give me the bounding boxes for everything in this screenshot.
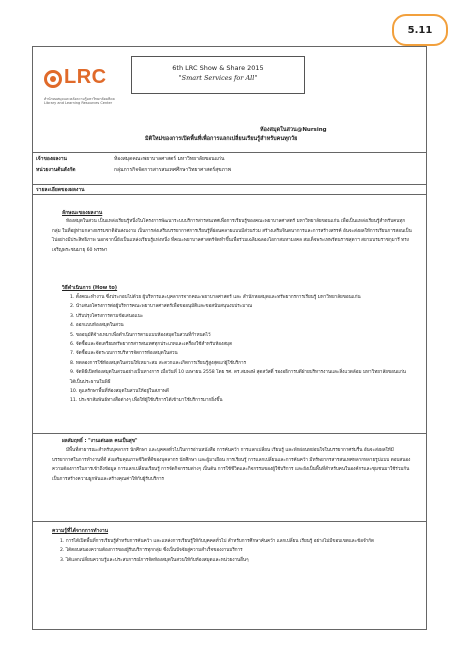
knowledge-list: [60, 537, 400, 565]
knowledge-item: 3. ได้แลกเปลี่ยนความรู้และประสบการณ์การจัดห้องสมุดในสวนให้กับห้องสมุดและหน่วยงานอื่นๆ: [60, 557, 249, 563]
event-title: 6th LRC Show & Share 2015: [172, 64, 264, 72]
method-step: 11. ประชาสัมพันธ์ทางสื่อต่างๆ เพื่อให้ผู้ใช้บริการได้เข้ามาใช้บริการมากยิ่งขึ้น: [70, 398, 223, 404]
info-label: หน่วยงานต้นสังกัด: [36, 166, 76, 173]
info-row-department: [32, 164, 427, 175]
info-row-owner: [32, 153, 427, 164]
method-step: 9. จัดพิธีเปิดห้องสมุดในสวนอย่างเป็นทางการ เมื่อวันที่ 10 เมษายน 2558 โดย รศ. ดร.สมพงษ์ สุดสวัสดิ์ รองอธิการบดีฝ่ายบริหารงานและสิ่งแวดล้อม มหาวิทยาลัยขอนแก่น ได้เป็นประธานในพิธี: [70, 370, 406, 385]
event-slogan: "Smart Services for All": [178, 74, 258, 82]
knowledge-item: 2. ได้ตอบสนองความต้องการของผู้รับบริการทุกกลุ่ม ซึ่งเป็นปัจจัยสู่ความสำเร็จของงานบริการ: [60, 548, 243, 554]
knowledge-item: 1. การได้เปิดพื้นที่การเรียนรู้สำหรับการค้นคว้า และแหล่งการเรียนรู้ให้กับบุคคลทั่วไป สำหรับการศึกษาค้นคว้า แลกเปลี่ยน เรียนรู้ อย่างไม่มีขอบเขตและข้อจำกัด: [60, 539, 375, 544]
detail-heading: รายละเอียดของผลงาน: [32, 184, 427, 195]
lrc-logo-icon: [44, 70, 62, 88]
method-step: 7. จัดซื้อและจัดระบบการบริหารจัดการห้องสมุดในสวน: [70, 351, 178, 357]
info-label: เจ้าของผลงาน: [36, 155, 67, 162]
method-steps-list: [70, 293, 410, 406]
method-step: 2. นำเสนอโครงการต่อผู้บริหารคณะพยาบาลศาสตร์เพื่อขออนุมัติและขอสนับสนุนงบประมาณ: [70, 304, 253, 310]
result-text: มีพื้นที่สาธารณะสำหรับบุคลากร นักศึกษา และบุคคลทั่วไปในการอ่านหนังสือ การค้นคว้า การแลกเปลี่ยน เรียนรู้ และพักผ่อนหย่อนใจในบรรยากาศร่มรื่น อันจะส่งผลให้มีบรรยากาศในการทำงานที่ดี ส่งเสริมคุณภาพชีวิตที่ดีของบุคลากร นักศึกษา และผู้มาเยือน การเรียนรู้ การแลกเปลี่ยนและการค้นคว้า มีทรัพยากรสารสนเทศหลากหลายรูปแบบ ตอบสนองความต้องการในการเข้าถึงข้อมูล การแลกเปลี่ยนเรียนรู้ การจัดกิจกรรมต่างๆ เป็นต้น การใช้ชีวิตและกิจกรรมของผู้ใช้บริการ และยังเป็นพื้นที่สำหรับคนในองค์กรและชุมชนมาใช้ร่วมกัน เป็นการสร้างความผูกพันและสร้างคุณค่าให้กับผู้รับบริการ: [52, 448, 411, 482]
method-step: 3. ปรับปรุงโครงการตามข้อเสนอแนะ: [70, 313, 144, 319]
info-value: กลุ่มภารกิจจัดการสารสนเทศศึกษาวิทยาศาสตร์สุขภาพ: [114, 166, 232, 173]
method-step: 10. ดูแลรักษาพื้นที่ห้องสมุดในสวนให้อยู่ในสภาพดี: [70, 389, 169, 395]
result-slogan: ผลสัมฤทธิ์ : "งานเด่นผล คนเป็นสุข": [62, 439, 138, 444]
method-step: 8. ทดลองการใช้ห้องสมุดในสวนให้เหมาะสม สะดวกและเกิดการเรียนรู้สูงสุดแก่ผู้ใช้บริการ: [70, 360, 247, 366]
event-header-box: [131, 56, 305, 94]
logo-word: LRC: [64, 66, 107, 88]
lrc-logo: [44, 62, 120, 108]
section-divider: [32, 433, 427, 434]
method-step: 5. ขออนุมัติจ้างเหมาเพื่อดำเนินการตามแบบห้องสมุดในสวนที่กำหนดไว้: [70, 332, 211, 338]
owner-info-table: [32, 152, 427, 175]
method-step: 6. จัดซื้อและจัดเตรียมทรัพยากรสารสนเทศทุกประเภทและเครื่องใช้สำหรับห้องสมุด: [70, 342, 233, 348]
method-heading: วิธีดำเนินการ (How to): [62, 285, 118, 291]
document-subtitle: มิติใหม่ของการเปิดพื้นที่เพื่อการแลกเปลี่ยนเรียนรู้สำหรับคนทุกวัย: [145, 136, 298, 142]
method-step: 1. ตั้งคณะทำงาน ซึ่งประกอบไปด้วย ผู้บริหารและบุคลากรจากคณะพยาบาลศาสตร์ และ สำนักหอสมุดและทรัพยากรการเรียนรู้ มหาวิทยาลัยขอนแก่น: [70, 295, 361, 300]
logo-subtitle-thai: สำนักหอสมุดและคลังความรู้มหาวิทยาลัยมหิดล: [44, 97, 115, 101]
document-title: ห้องสมุดในสวน@Nursing: [260, 127, 327, 133]
background-heading: ลักษณะของผลงาน: [62, 210, 103, 216]
knowledge-heading: ความรู้ที่ได้จากการทำงาน: [52, 528, 109, 534]
background-text: ห้องสมุดในสวน เป็นแหล่งเรียนรู้หนึ่งในโครงการพัฒนาระบบบริการสารสนเทศเพื่อการเรียนรู้ของคณะพยาบาลศาสตร์ มหาวิทยาลัยขอนแก่น เพื่อเป็นแหล่งเรียนรู้สำหรับคนทุกกลุ่ม ในที่อยู่ท่ามกลางธรรมชาติอันสงบงาม เป็นการส่งเสริมบรรยากาศการเรียนรู้ที่ผ่อนคลายแบบมีส่วนร่วม สร้างเสริมจินตนาการและการสร้างสรรค์ อันจะส่งผลให้การเรียนการสอนเป็นไปอย่างมีประสิทธิภาพ นอกจากนี้ยังเป็นแหล่งเรียนรู้แห่งหนึ่ง ที่คณะพยาบาลศาสตร์จัดทำขึ้นเพื่อร่วมเฉลิมฉลองโอกาสมหามงคล สมเด็จพระเทพรัตนราชสุดาฯ สยามบรมราชกุมารี ทรงเจริญพระชนมายุ 60 พรรษา: [52, 219, 412, 253]
info-value: ห้องสมุดคณะพยาบาลศาสตร์ มหาวิทยาลัยขอนแก่น: [114, 155, 225, 162]
method-step: 4. ออกแบบห้องสมุดในสวน: [70, 323, 124, 329]
knowledge-divider: [32, 521, 427, 522]
page-number-badge: 5.11: [392, 14, 448, 46]
logo-subtitle-english: Library and Learning Resources Center: [44, 101, 113, 105]
